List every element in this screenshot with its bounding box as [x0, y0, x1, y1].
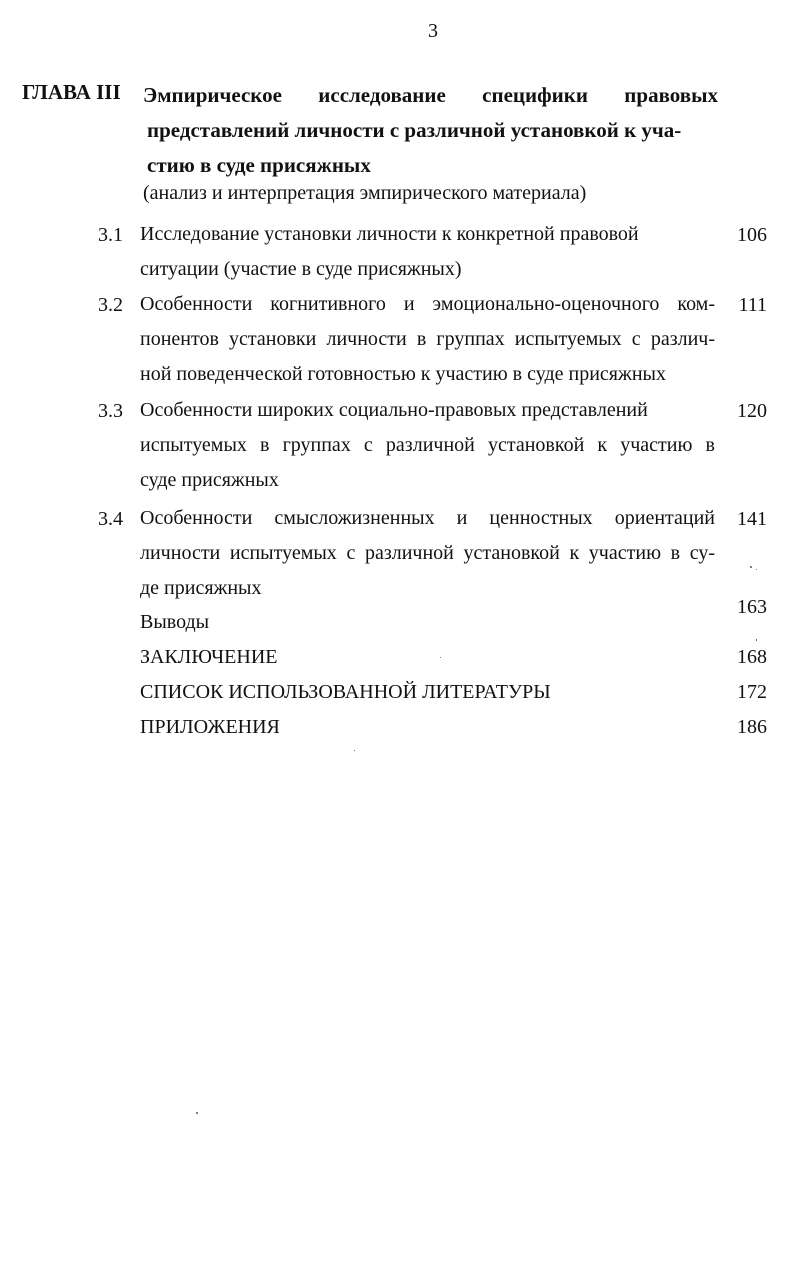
section-number: 3.1: [98, 224, 123, 246]
chapter-title-line: представлений личности с различной установкой к уча-: [147, 118, 682, 142]
section-page: 120: [737, 400, 767, 422]
chapter-title-line: Эмпирическое исследование специфики правовых: [143, 83, 718, 107]
chapter-title: [143, 78, 718, 183]
scan-speck: [440, 657, 441, 658]
scan-speck: [750, 566, 752, 568]
toc-entry-conclusion: ЗАКЛЮЧЕНИЕ: [140, 646, 278, 668]
scan-speck: [756, 569, 757, 570]
section-title-line: де присяжных: [140, 577, 262, 599]
section-page: 111: [738, 294, 767, 316]
section-title: [140, 217, 715, 287]
section-number: 3.3: [98, 400, 123, 422]
toc-entry-appendices: ПРИЛОЖЕНИЯ: [140, 716, 280, 738]
toc-entry-bibliography: СПИСОК ИСПОЛЬЗОВАННОЙ ЛИТЕРАТУРЫ: [140, 681, 551, 703]
section-title-line: Особенности широких социально-правовых представлений: [140, 399, 648, 421]
section-title-line: ной поведенческой готовностью к участию в суде присяжных: [140, 363, 666, 385]
toc-entry-conclusions: Выводы: [140, 611, 210, 633]
chapter-subtitle: (анализ и интерпретация эмпирического материала): [143, 182, 587, 204]
section-page: 141: [737, 508, 767, 530]
scan-speck: [354, 750, 355, 751]
section-page: 106: [737, 224, 767, 246]
page-number: 3: [428, 20, 438, 42]
section-title-line: понентов установки личности в группах испытуемых с различ-: [140, 328, 715, 350]
section-title-line: испытуемых в группах с различной установкой к участию в: [140, 434, 715, 456]
toc-entry-page: 186: [737, 716, 767, 738]
toc-entry-page: 172: [737, 681, 767, 703]
section-title-line: суде присяжных: [140, 469, 279, 491]
scan-speck: [756, 639, 757, 641]
toc-entry-page: 168: [737, 646, 767, 668]
toc-entry-page: 163: [737, 596, 767, 618]
scan-speck: [196, 1112, 198, 1114]
section-title: [140, 393, 715, 498]
section-number: 3.4: [98, 508, 123, 530]
chapter-label: ГЛАВА III: [22, 80, 121, 104]
chapter-title-line: стию в суде присяжных: [147, 153, 371, 177]
section-title: [140, 287, 715, 392]
section-number: 3.2: [98, 294, 123, 316]
section-title-line: Исследование установки личности к конкретной правовой: [140, 223, 639, 245]
section-title-line: Особенности смысложизненных и ценностных ориентаций: [140, 507, 715, 529]
section-title-line: ситуации (участие в суде присяжных): [140, 258, 462, 280]
section-title: [140, 501, 715, 606]
section-title-line: личности испытуемых с различной установкой к участию в су-: [140, 542, 715, 564]
section-title-line: Особенности когнитивного и эмоционально-оценочного ком-: [140, 293, 715, 315]
